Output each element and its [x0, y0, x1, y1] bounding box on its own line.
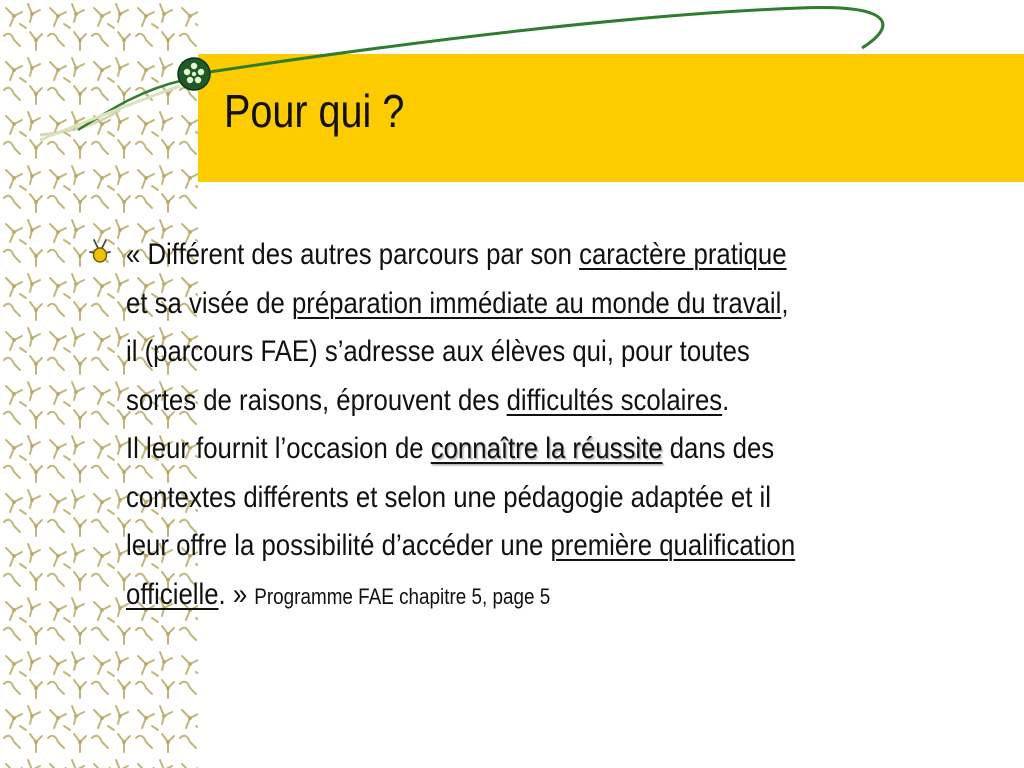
body-line-2: et sa visée de préparation immédiate au monde du travail,: [126, 286, 789, 320]
decorative-swoosh: [0, 0, 1024, 200]
body-line-5: Il leur fournit l’occasion de connaître la réussite dans des: [126, 432, 775, 465]
slide-title: Pour qui ?: [224, 85, 405, 137]
citation: Programme FAE chapitre 5, page 5: [254, 583, 551, 609]
body-line-4: sortes de raisons, éprouvent des difficultés scolaires.: [126, 383, 730, 417]
underlined-term: caractère pratique: [579, 238, 787, 271]
underlined-term: difficultés scolaires: [506, 383, 723, 417]
underlined-term: officielle: [126, 577, 219, 611]
underlined-term: première qualification: [550, 529, 796, 562]
underlined-term: préparation immédiate au monde du travail: [291, 286, 782, 320]
underlined-term-highlighted: connaître la réussite: [430, 432, 663, 465]
green-bead-icon: [176, 56, 212, 92]
body-line-6: contextes différents et selon une pédagogie adaptée et il: [126, 480, 771, 514]
body-line-3: il (parcours FAE) s’adresse aux élèves qui, pour toutes: [126, 335, 750, 368]
body-line-7: leur offre la possibilité d’accéder une première qualification: [126, 529, 796, 562]
body-line-1: « Différent des autres parcours par son caractère pratique: [126, 238, 787, 271]
body-text: [126, 231, 984, 619]
body-line-8: officielle. » Programme FAE chapitre 5, page 5: [126, 577, 551, 611]
bullet-bug-icon: [86, 238, 114, 266]
